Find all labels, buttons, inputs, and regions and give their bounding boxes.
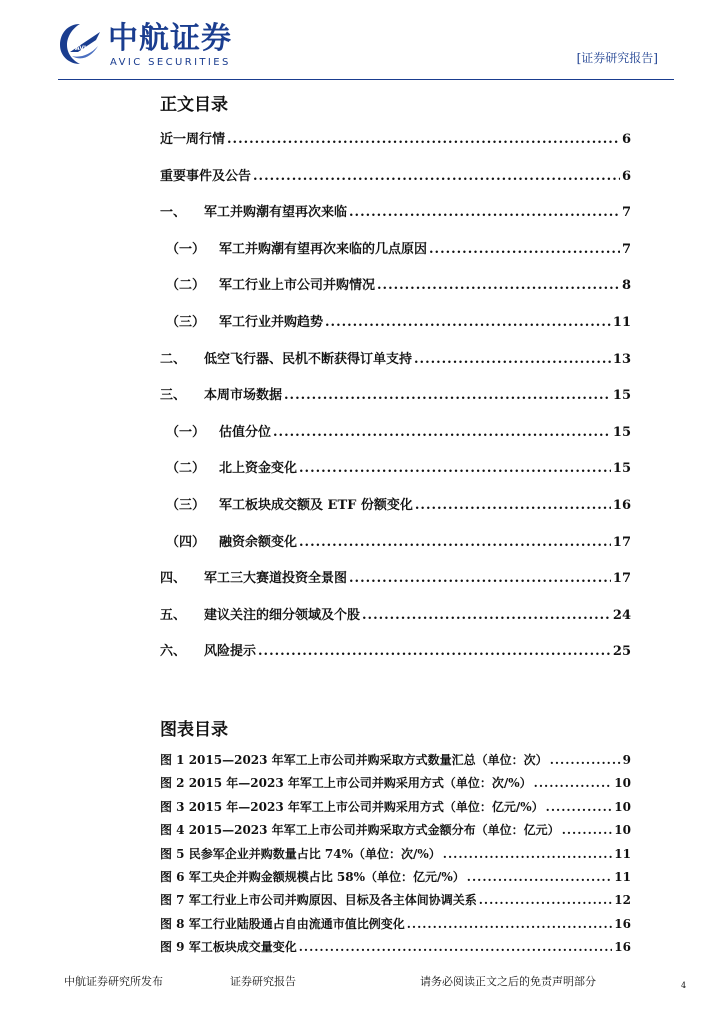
figure-entry-page: 11 bbox=[614, 869, 631, 884]
toc-entry[interactable] bbox=[160, 460, 631, 497]
toc-leader-dots bbox=[258, 643, 611, 661]
toc-entry-number: 五、 bbox=[160, 607, 187, 623]
toc-entry[interactable] bbox=[160, 570, 631, 607]
figure-entry-label: 图 2 2015 年—2023 年军工上市公司并购采用方式（单位：次/%） bbox=[160, 776, 532, 791]
toc-leader-dots bbox=[325, 314, 611, 332]
figure-entry-label: 图 1 2015—2023 年军工上市公司并购采取方式数量汇总（单位：次） bbox=[160, 753, 548, 767]
page-number: 4 bbox=[681, 981, 687, 990]
figure-entry[interactable] bbox=[160, 846, 631, 869]
figure-leader-dots bbox=[479, 892, 613, 908]
toc-leader-dots bbox=[227, 131, 620, 149]
toc-entry[interactable] bbox=[160, 241, 631, 278]
figure-entry[interactable] bbox=[160, 822, 631, 845]
figure-entry-page: 12 bbox=[614, 893, 631, 908]
figure-leader-dots bbox=[443, 846, 613, 862]
toc-entry-page: 8 bbox=[621, 278, 631, 294]
figure-entry[interactable] bbox=[160, 939, 631, 962]
toc-leader-dots bbox=[253, 168, 620, 186]
toc-entry-label: 军工并购潮有望再次来临 bbox=[204, 205, 348, 221]
toc-leader-dots bbox=[284, 387, 611, 405]
toc-entry-page: 24 bbox=[612, 607, 631, 623]
toc-entry-page: 15 bbox=[612, 424, 631, 440]
header-divider bbox=[58, 79, 674, 80]
figure-entry-page: 10 bbox=[614, 799, 631, 814]
toc-entry-label: 估值分位 bbox=[219, 424, 272, 440]
figure-leader-dots bbox=[407, 916, 613, 932]
toc-entry[interactable] bbox=[160, 351, 631, 388]
company-logo bbox=[58, 20, 258, 72]
figure-entry-label: 图 6 军工央企并购金额规模占比 58%（单位：亿元/%） bbox=[160, 869, 465, 884]
figure-leader-dots bbox=[550, 752, 621, 768]
toc-entry-label: 本周市场数据 bbox=[204, 388, 283, 404]
toc-entry-page: 13 bbox=[612, 351, 631, 367]
figure-entry-label: 图 4 2015—2023 年军工上市公司并购采取方式金额分布（单位：亿元） bbox=[160, 823, 560, 838]
figure-entry-page: 11 bbox=[614, 846, 631, 861]
toc-leader-dots bbox=[377, 277, 620, 295]
figure-entry[interactable] bbox=[160, 892, 631, 915]
toc-entry[interactable] bbox=[160, 497, 631, 534]
toc-entry-number: 二、 bbox=[160, 351, 187, 367]
figure-list-title: 图表目录 bbox=[160, 720, 228, 740]
toc-entry[interactable] bbox=[160, 607, 631, 644]
footer-disclaimer-note: 请务必阅读正文之后的免责声明部分 bbox=[420, 975, 596, 988]
toc-leader-dots bbox=[349, 204, 620, 222]
toc-entry-page: 6 bbox=[621, 132, 631, 147]
toc-leader-dots bbox=[349, 570, 611, 588]
toc-entry-label: 近一周行情 bbox=[160, 132, 226, 147]
toc-entry-page: 11 bbox=[612, 314, 631, 330]
toc-leader-dots bbox=[299, 534, 611, 552]
figure-entry[interactable] bbox=[160, 916, 631, 939]
toc-entry-label: 军工行业并购趋势 bbox=[219, 314, 324, 330]
figure-entry-label: 图 5 民参军企业并购数量占比 74%（单位：次/%） bbox=[160, 846, 441, 861]
toc-leader-dots bbox=[414, 351, 611, 369]
figure-entry[interactable] bbox=[160, 869, 631, 892]
toc-entry[interactable] bbox=[160, 131, 631, 168]
figure-leader-dots bbox=[299, 939, 613, 955]
toc-entry[interactable] bbox=[160, 204, 631, 241]
figure-entry-label: 图 3 2015 年—2023 年军工上市公司并购采用方式（单位：亿元/%） bbox=[160, 799, 544, 814]
toc-entry-page: 17 bbox=[612, 534, 631, 550]
toc-entry-number: （一） bbox=[166, 424, 206, 440]
figure-entry-page: 10 bbox=[614, 776, 631, 791]
figure-entry-page: 16 bbox=[614, 916, 631, 931]
toc-entry-page: 25 bbox=[612, 644, 631, 660]
toc-entry-label: 融资余额变化 bbox=[219, 534, 298, 550]
toc-leader-dots bbox=[429, 241, 620, 259]
svg-text:AVIC: AVIC bbox=[75, 45, 91, 52]
toc-entry-number: 一、 bbox=[160, 205, 187, 221]
toc-entry-number: 四、 bbox=[160, 571, 187, 587]
figure-entry-page: 9 bbox=[622, 753, 631, 767]
toc-entry-number: 六、 bbox=[160, 644, 187, 660]
toc-entry-page: 17 bbox=[612, 571, 631, 587]
toc-entry-number: （四） bbox=[166, 534, 206, 550]
toc-entry-page: 15 bbox=[612, 388, 631, 404]
toc-entry-label: 北上资金变化 bbox=[219, 461, 298, 477]
toc-entry[interactable] bbox=[160, 643, 631, 680]
report-type-label: [证券研究报告] bbox=[576, 51, 658, 65]
figure-entry[interactable] bbox=[160, 752, 631, 775]
toc-entry-page: 7 bbox=[621, 205, 631, 221]
figure-entry[interactable] bbox=[160, 799, 631, 822]
toc-entry[interactable] bbox=[160, 387, 631, 424]
logo-chinese-name: 中航证券 bbox=[108, 21, 232, 56]
toc-entry[interactable] bbox=[160, 534, 631, 571]
figure-entry-label: 图 8 军工行业陆股通占自由流通市值比例变化 bbox=[160, 916, 405, 931]
figure-entry-label: 图 7 军工行业上市公司并购原因、目标及各主体间协调关系 bbox=[160, 893, 477, 908]
toc-entry-number: （一） bbox=[166, 241, 206, 257]
figure-list bbox=[160, 752, 631, 963]
toc-leader-dots bbox=[273, 424, 611, 442]
toc-entry[interactable] bbox=[160, 168, 631, 205]
toc-entry-number: （三） bbox=[166, 314, 206, 330]
toc-entry-page: 7 bbox=[621, 241, 631, 257]
logo-english-name: AVIC SECURITIES bbox=[110, 57, 231, 68]
footer-report-label: 证券研究报告 bbox=[230, 975, 296, 988]
toc-entry-page: 15 bbox=[612, 461, 631, 477]
figure-leader-dots bbox=[467, 869, 613, 885]
toc-entry[interactable] bbox=[160, 424, 631, 461]
toc-entry-page: 6 bbox=[621, 168, 631, 184]
figure-entry-label: 图 9 军工板块成交量变化 bbox=[160, 940, 297, 955]
figure-entry-page: 16 bbox=[614, 940, 631, 955]
figure-leader-dots bbox=[534, 775, 613, 791]
toc-entry-number: （二） bbox=[166, 461, 206, 477]
toc-leader-dots bbox=[415, 497, 611, 515]
figure-leader-dots bbox=[546, 799, 613, 815]
toc-entry[interactable] bbox=[160, 277, 631, 314]
figure-leader-dots bbox=[562, 822, 613, 838]
toc-entry-number: 三、 bbox=[160, 388, 187, 404]
figure-entry-page: 10 bbox=[614, 823, 631, 838]
toc-entry-label: 军工并购潮有望再次来临的几点原因 bbox=[219, 241, 428, 257]
toc-entry-label: 军工板块成交额及 ETF 份额变化 bbox=[219, 497, 413, 513]
toc-entry-label: 低空飞行器、民机不断获得订单支持 bbox=[204, 351, 413, 367]
avic-wing-logo-icon bbox=[58, 22, 102, 66]
toc-entry-page: 16 bbox=[612, 497, 631, 513]
footer-publisher: 中航证券研究所发布 bbox=[64, 975, 163, 988]
toc-leader-dots bbox=[362, 607, 611, 625]
toc-entry[interactable] bbox=[160, 314, 631, 351]
figure-entry[interactable] bbox=[160, 775, 631, 798]
toc-entry-label: 重要事件及公告 bbox=[160, 168, 252, 184]
toc-list bbox=[160, 131, 631, 680]
toc-title: 正文目录 bbox=[160, 95, 228, 115]
toc-entry-number: （二） bbox=[166, 278, 206, 294]
toc-entry-label: 建议关注的细分领域及个股 bbox=[204, 607, 361, 623]
toc-leader-dots bbox=[299, 460, 611, 478]
toc-entry-label: 军工三大赛道投资全景图 bbox=[204, 571, 348, 587]
toc-entry-label: 风险提示 bbox=[204, 644, 257, 660]
toc-entry-label: 军工行业上市公司并购情况 bbox=[219, 278, 376, 294]
toc-entry-number: （三） bbox=[166, 497, 206, 513]
